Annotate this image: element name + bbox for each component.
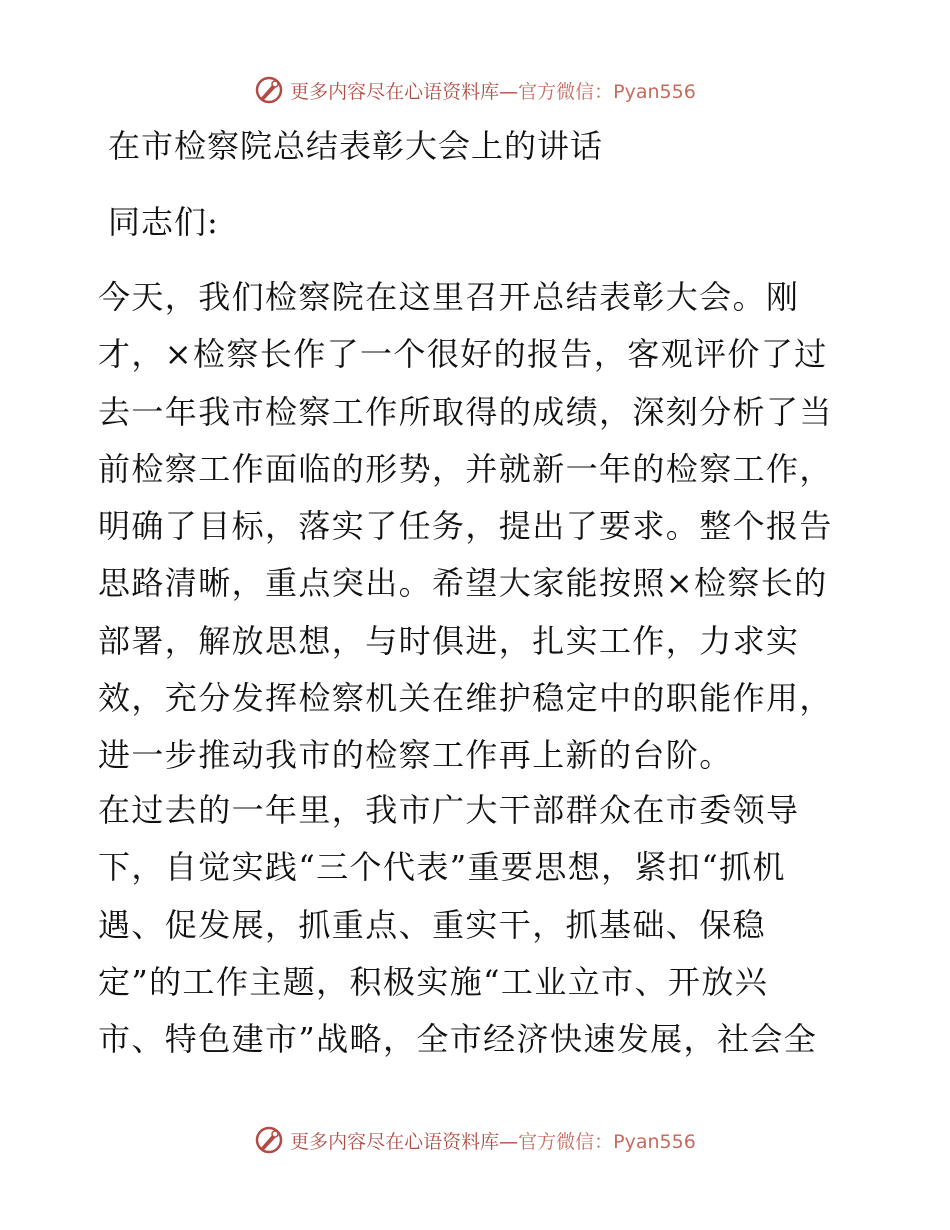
text-line: 思路清晰，重点突出。希望大家能按照×检察长的: [98, 564, 828, 603]
text-line: 部署，解放思想，与时俱进，扎实工作，力求实: [98, 621, 800, 660]
text-line: 今天，我们检察院在这里召开总结表彰大会。刚: [98, 278, 800, 316]
text-line: 进一步推动我市的检察工作再上新的台阶。: [98, 736, 733, 775]
header-ad-text: [290, 77, 696, 104]
pen-logo-icon: [254, 1125, 284, 1155]
paragraph-2: [98, 782, 850, 1068]
text-line: 才，×检察长作了一个很好的报告，客观评价了过: [98, 335, 828, 374]
salutation: 同志们:: [108, 203, 219, 241]
text-line: 前检察工作面临的形势，并就新一年的检察工作，: [98, 449, 833, 488]
footer-banner: [0, 1120, 950, 1160]
text-line: 下，自觉实践“三个代表”重要思想，紧扣“抓机: [98, 848, 786, 887]
pen-logo-icon: [254, 75, 284, 105]
footer-ad-text: [290, 1127, 696, 1154]
text-line: 明确了目标，落实了任务，提出了要求。整个报告: [98, 507, 833, 546]
text-line: 在过去的一年里，我市广大干部群众在市委领导: [98, 791, 800, 829]
text-line: 去一年我市检察工作所取得的成绩，深刻分析了当: [98, 392, 833, 431]
paragraph-1: [98, 269, 850, 785]
header-wechat-id: 官方微信：Pyan556: [518, 80, 696, 103]
text-line: 市、特色建市”战略，全市经济快速发展，社会全: [98, 1020, 818, 1059]
text-line: 遇、促发展，抓重点、重实干，抓基础、保稳: [98, 905, 767, 944]
document-title: 在市检察院总结表彰大会上的讲话: [108, 127, 604, 165]
header-banner: [0, 70, 950, 110]
text-line: 效，充分发挥检察机关在维护稳定中的职能作用，: [98, 679, 833, 718]
footer-ad-main: 更多内容尽在心语资料库—: [290, 1130, 519, 1153]
footer-wechat-id: 官方微信：Pyan556: [518, 1130, 696, 1153]
header-ad-main: 更多内容尽在心语资料库—: [290, 80, 519, 103]
text-line: 定”的工作主题，积极实施“工业立市、开放兴: [98, 962, 769, 1001]
